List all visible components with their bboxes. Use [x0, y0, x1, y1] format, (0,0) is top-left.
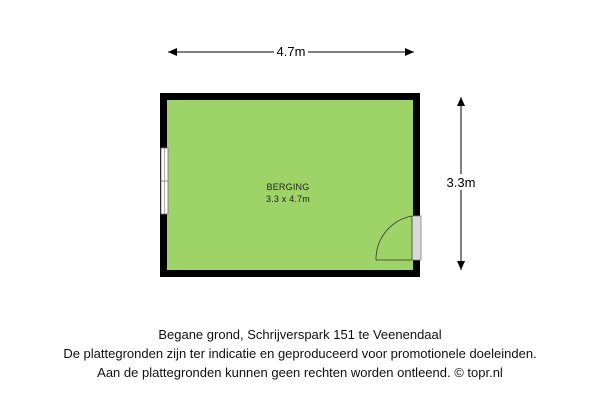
height-dimension — [446, 97, 476, 270]
caption-location: Begane grond, Schrijverspark 151 te Veenendaal — [158, 327, 442, 342]
height-arrow-bottom — [457, 261, 465, 270]
caption-copyright: Aan de plattegronden kunnen geen rechten worden ontleend. © topr.nl — [97, 365, 503, 380]
height-arrow-top — [457, 97, 465, 106]
width-dimension — [168, 42, 414, 59]
door-frame — [412, 216, 421, 260]
room-name: BERGING — [266, 182, 310, 192]
height-label: 3.3m — [446, 175, 476, 190]
room-size: 3.3 x 4.7m — [265, 194, 311, 204]
width-arrow-left — [168, 48, 177, 56]
width-arrow-right — [405, 48, 414, 56]
width-label: 4.7m — [276, 44, 306, 59]
window-left — [161, 148, 168, 214]
room-berging — [160, 93, 421, 277]
caption-disclaimer: De plattegronden zijn ter indicatie en geproduceerd voor promotionele doeleinden. — [63, 346, 537, 361]
